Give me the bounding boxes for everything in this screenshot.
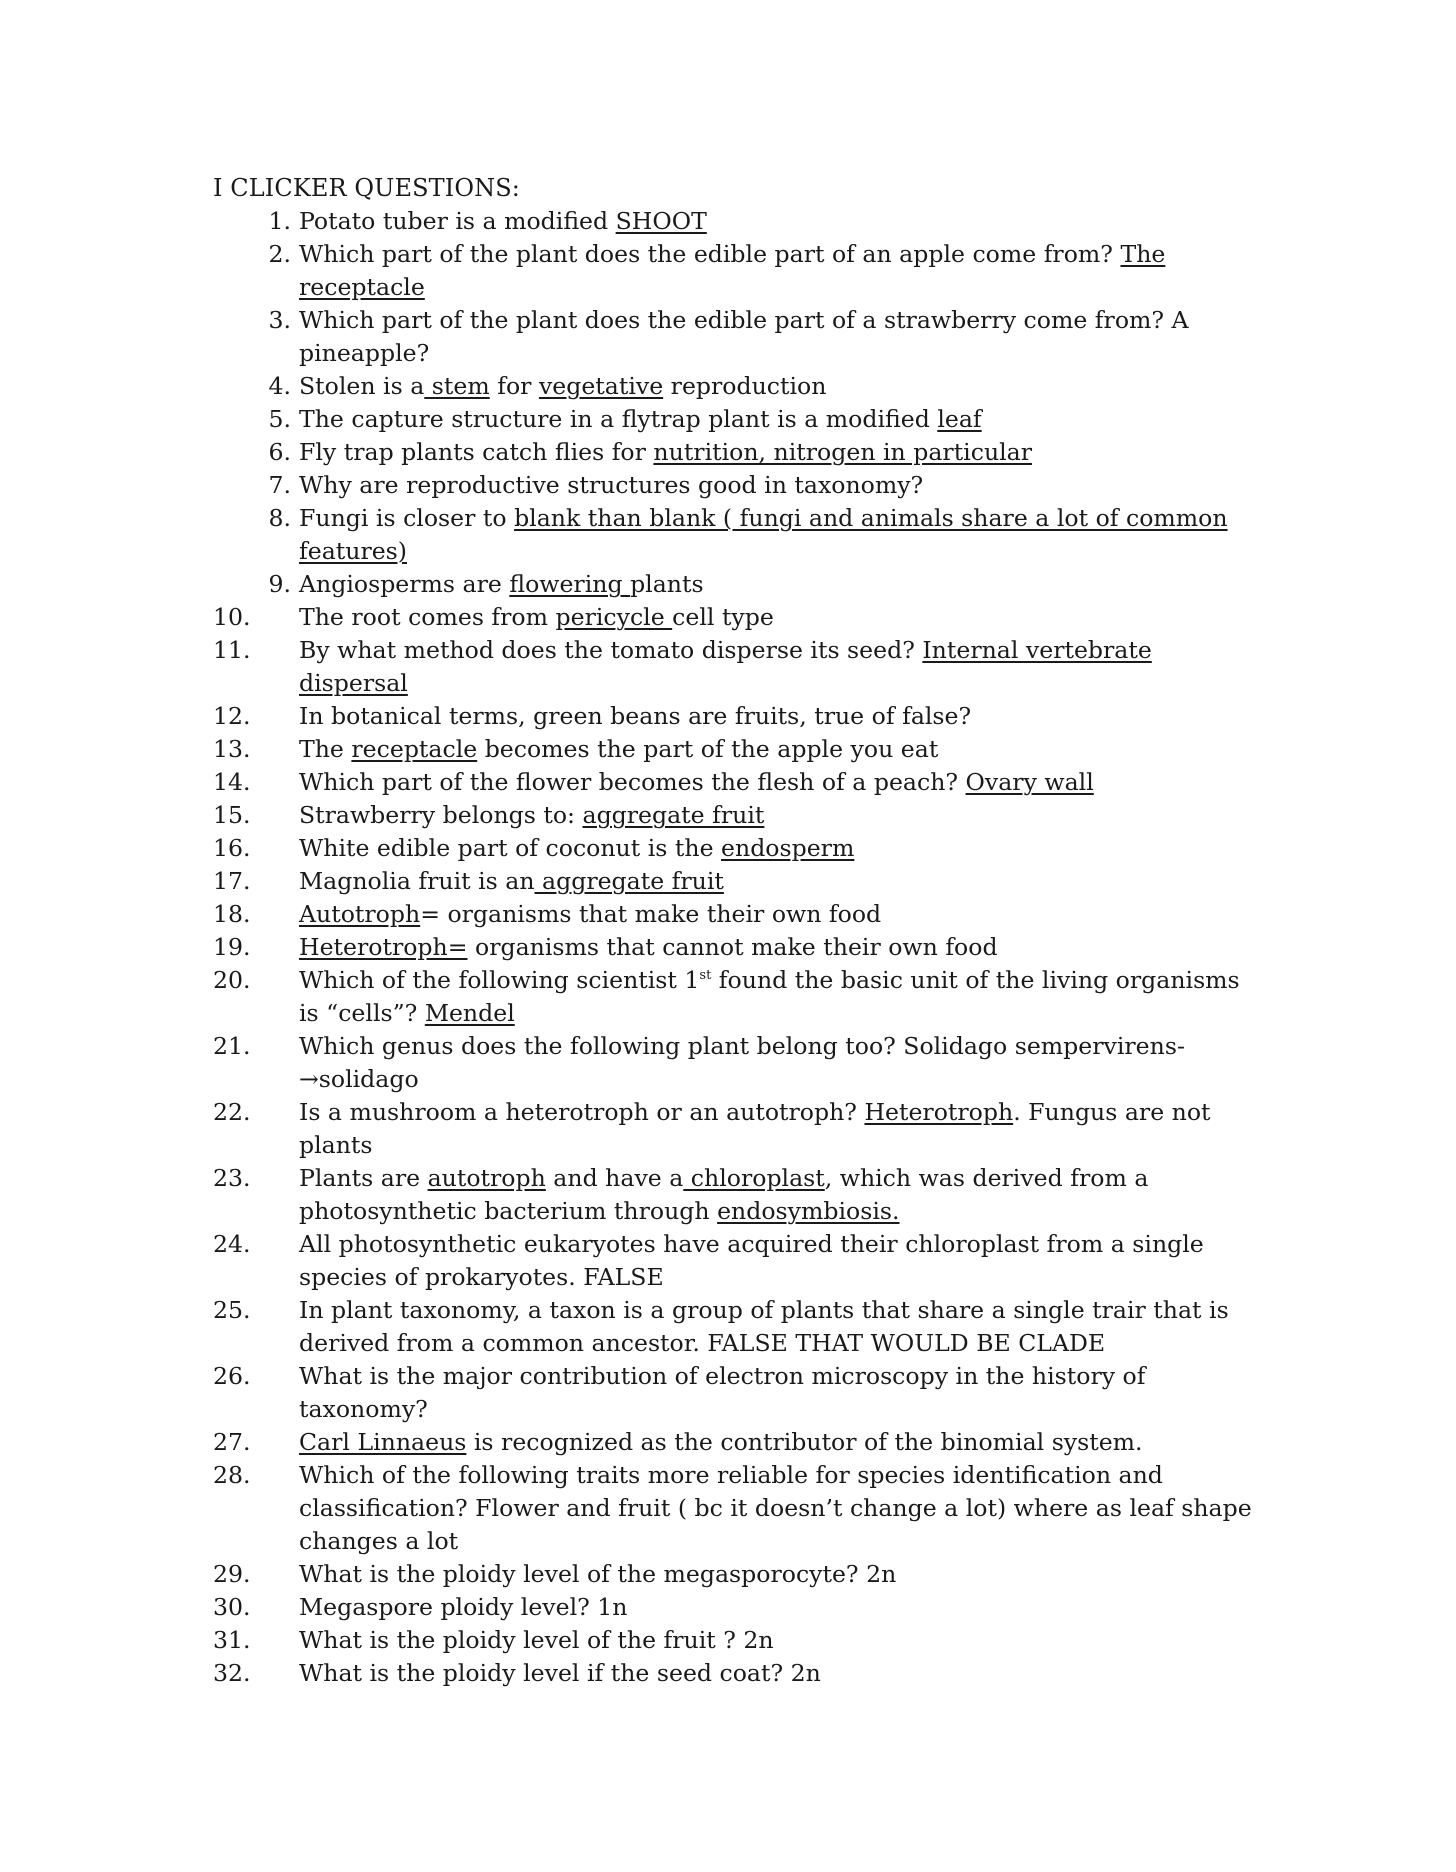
underlined-answer: Internal vertebrate dispersal (299, 636, 1152, 697)
question-text (299, 1461, 1252, 1555)
question-number: 16. (213, 834, 251, 862)
question-item (213, 469, 1253, 502)
question-text-segment: organisms that cannot make their own food (467, 933, 998, 961)
question-number: 2. (268, 240, 291, 268)
question-item (213, 1162, 1253, 1228)
question-text (299, 702, 971, 730)
question-text-segment: Which part of the plant does the edible part of an apple come from? (299, 240, 1121, 268)
question-text-segment: Stolen is a (299, 372, 425, 400)
question-text (299, 372, 826, 400)
underlined-answer: The receptacle (299, 240, 1166, 301)
question-number: 27. (213, 1428, 251, 1456)
question-text (299, 1560, 896, 1588)
underlined-answer: endosperm (721, 834, 855, 862)
question-item (213, 1294, 1253, 1360)
question-number: 10. (213, 603, 251, 631)
question-text-segment: becomes the part of the apple you eat (477, 735, 939, 763)
question-text-segment: Which of the following traits more reliable for species identification and classification? Flower and fruit ( bc it doesn’t change a lot) where as leaf shape changes a lot (299, 1461, 1252, 1555)
question-text (299, 801, 764, 829)
question-text-segment: What is the major contribution of electron microscopy in the history of taxonomy? (299, 1362, 1146, 1423)
question-text (299, 207, 707, 235)
question-text (299, 735, 938, 763)
underlined-answer: SHOOT (615, 207, 707, 235)
question-text (299, 438, 1032, 466)
question-item (213, 766, 1253, 799)
question-number: 13. (213, 735, 251, 763)
question-number: 31. (213, 1626, 251, 1654)
question-item (213, 832, 1253, 865)
question-text (299, 1626, 774, 1654)
underlined-answer: pericycle (555, 603, 673, 631)
question-text (299, 768, 1094, 796)
question-text-segment: Magnolia fruit is an (299, 867, 535, 895)
question-text-segment: Why are reproductive structures good in taxonomy? (299, 471, 924, 499)
question-item (213, 568, 1253, 601)
question-item (213, 931, 1253, 964)
underlined-answer: autotroph (427, 1164, 546, 1192)
underlined-answer: stem (424, 372, 490, 400)
question-text-segment: Fungi is closer to (299, 504, 515, 532)
question-text (299, 1032, 1185, 1093)
underlined-answer: Autotroph (299, 900, 421, 928)
question-text-segment: →solidago (299, 1065, 419, 1093)
question-text (299, 933, 998, 961)
question-number: 14. (213, 768, 251, 796)
question-item (213, 1096, 1253, 1162)
question-list (213, 205, 1253, 1690)
question-text (299, 603, 774, 631)
question-text (299, 570, 704, 598)
question-text-segment: The root comes from (299, 603, 556, 631)
question-number: 18. (213, 900, 251, 928)
underlined-answer: flowering (509, 570, 631, 598)
question-text (299, 834, 854, 862)
question-item (213, 205, 1253, 238)
question-item (213, 304, 1253, 370)
underlined-answer: Heterotroph (864, 1098, 1014, 1126)
question-number: 29. (213, 1560, 251, 1588)
underlined-answer: Mendel (424, 999, 515, 1027)
question-item (213, 865, 1253, 898)
question-item (213, 700, 1253, 733)
question-text (299, 1098, 1211, 1159)
question-item (213, 1360, 1253, 1426)
question-item (213, 634, 1253, 700)
question-text (299, 1296, 1229, 1357)
question-text-segment: What is the ploidy level of the fruit ? 2n (299, 1626, 774, 1654)
question-text-segment: Plants are (299, 1164, 428, 1192)
question-text (299, 405, 982, 433)
underlined-answer: aggregate fruit (534, 867, 724, 895)
question-number: 3. (268, 306, 291, 334)
question-text-segment: Angiosperms are (299, 570, 510, 598)
question-number: 30. (213, 1593, 251, 1621)
question-number: 5. (268, 405, 291, 433)
question-text-segment: Which part of the plant does the edible part of a strawberry come from? A pineapple? (299, 306, 1189, 367)
underlined-answer: nutrition, nitrogen in particular (653, 438, 1033, 466)
question-item (213, 1591, 1253, 1624)
question-text (299, 1428, 1143, 1456)
underlined-answer: aggregate fruit (582, 801, 765, 829)
question-text-segment: found the basic unit of the living organisms is “cells”? (299, 966, 1240, 1027)
underlined-answer: receptacle (351, 735, 478, 763)
underlined-answer: endosymbiosis. (717, 1197, 900, 1225)
question-number: 11. (213, 636, 251, 664)
question-text (299, 867, 724, 895)
question-text (299, 1362, 1145, 1423)
underlined-answer: chloroplast (683, 1164, 825, 1192)
question-item (213, 1624, 1253, 1657)
question-text (299, 636, 1152, 697)
question-number: 23. (213, 1164, 251, 1192)
underlined-answer: vegetative (538, 372, 664, 400)
question-item (213, 1459, 1253, 1558)
question-number: 8. (268, 504, 291, 532)
question-text (299, 1164, 1148, 1225)
question-item (213, 403, 1253, 436)
question-number: 32. (213, 1659, 251, 1687)
question-number: 4. (268, 372, 291, 400)
question-item (213, 370, 1253, 403)
question-text-segment: Is a mushroom a heterotroph or an autotroph? (299, 1098, 865, 1126)
question-text (299, 966, 1240, 1027)
question-text (299, 306, 1189, 367)
question-text-segment: Strawberry belongs to: (299, 801, 583, 829)
question-text-segment: The (299, 735, 352, 763)
question-text-segment: The capture structure in a flytrap plant is a modified (299, 405, 938, 433)
question-text-segment: = organisms that make their own food (420, 900, 882, 928)
question-text-segment: What is the ploidy level of the megasporocyte? 2n (299, 1560, 897, 1588)
underlined-answer: Carl Linnaeus (299, 1428, 467, 1456)
question-text-segment: By what method does the tomato disperse its seed? (299, 636, 923, 664)
question-item (213, 898, 1253, 931)
question-text-segment: Megaspore ploidy level? 1n (299, 1593, 628, 1621)
question-text-segment: . Fungus are not plants (299, 1098, 1211, 1159)
question-number: 1. (268, 207, 291, 235)
underlined-answer: Heterotroph= (299, 933, 468, 961)
question-item (213, 733, 1253, 766)
question-item (213, 964, 1253, 1030)
underlined-answer: blank than blank ( fungi and animals share a lot of common features) (299, 504, 1228, 565)
question-text-segment: What is the ploidy level if the seed coat? 2n (299, 1659, 821, 1687)
question-item (213, 502, 1253, 568)
question-text-segment: , which was derived from a photosynthetic bacterium through (299, 1164, 1149, 1225)
underlined-answer: Ovary wall (965, 768, 1094, 796)
question-text-segment: and have a (545, 1164, 684, 1192)
question-number: 26. (213, 1362, 251, 1390)
question-text-segment: cell type (672, 603, 774, 631)
question-number: 21. (213, 1032, 251, 1060)
question-text (299, 504, 1228, 565)
question-text (299, 1659, 821, 1687)
question-text (299, 471, 923, 499)
question-text-segment: Fly trap plants catch flies for (299, 438, 654, 466)
question-number: 19. (213, 933, 251, 961)
question-text-segment: All photosynthetic eukaryotes have acquired their chloroplast from a single species of prokaryotes. FALSE (299, 1230, 1204, 1291)
page-heading: I CLICKER QUESTIONS: (213, 174, 520, 202)
question-item (213, 1228, 1253, 1294)
question-number: 7. (268, 471, 291, 499)
question-text-segment: Which genus does the following plant belong too? Solidago sempervirens- (299, 1032, 1185, 1060)
question-item (213, 1657, 1253, 1690)
question-text-segment: In botanical terms, green beans are fruits, true of false? (299, 702, 972, 730)
question-number: 22. (213, 1098, 251, 1126)
question-item (213, 1426, 1253, 1459)
question-number: 28. (213, 1461, 251, 1489)
question-text-segment: for (489, 372, 539, 400)
question-number: 24. (213, 1230, 251, 1258)
question-number: 9. (268, 570, 291, 598)
question-text-segment: reproduction (663, 372, 827, 400)
question-text-segment: Which part of the flower becomes the flesh of a peach? (299, 768, 966, 796)
question-item (213, 1558, 1253, 1591)
question-text (299, 240, 1165, 301)
question-number: 20. (213, 966, 251, 994)
question-text-segment: Which of the following scientist 1 (299, 966, 700, 994)
superscript: st (699, 968, 712, 984)
question-text (299, 1593, 627, 1621)
question-text-segment: Potato tuber is a modified (299, 207, 616, 235)
question-number: 25. (213, 1296, 251, 1324)
question-item (213, 436, 1253, 469)
question-item (213, 1030, 1253, 1096)
question-item (213, 238, 1253, 304)
question-number: 12. (213, 702, 251, 730)
question-text-segment: In plant taxonomy, a taxon is a group of plants that share a single trair that is derived from a common ancestor. FALSE THAT WOULD BE CLADE (299, 1296, 1229, 1357)
question-number: 6. (268, 438, 291, 466)
question-item (213, 799, 1253, 832)
question-text-segment: plants (630, 570, 704, 598)
question-text-segment: is recognized as the contributor of the binomial system. (466, 1428, 1143, 1456)
question-item (213, 601, 1253, 634)
question-text (299, 900, 881, 928)
question-text-segment: White edible part of coconut is the (299, 834, 722, 862)
underlined-answer: leaf (937, 405, 982, 433)
question-text (299, 1230, 1204, 1291)
question-number: 17. (213, 867, 251, 895)
question-number: 15. (213, 801, 251, 829)
